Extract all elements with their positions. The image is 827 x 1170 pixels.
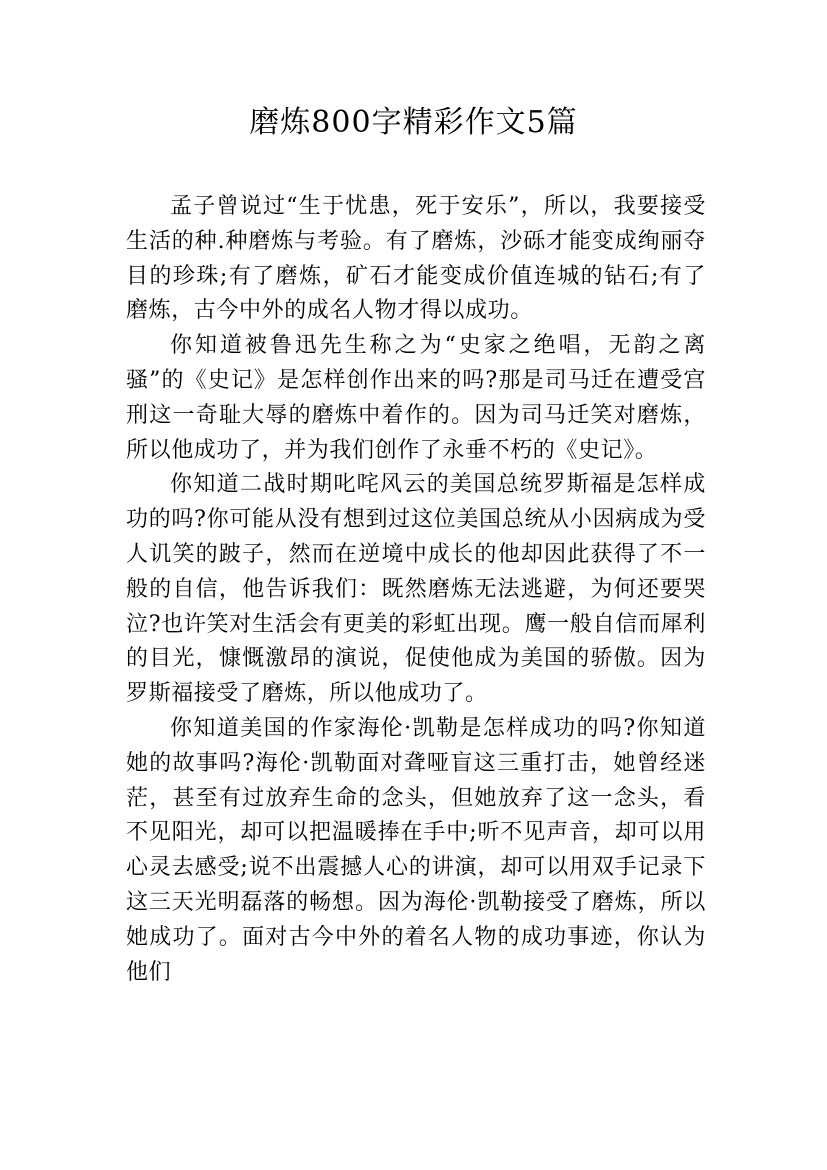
document-title: 磨炼800字精彩作文5篇 — [249, 105, 578, 140]
paragraph-4: 你知道美国的作家海伦·凯勒是怎样成功的吗?你知道她的故事吗?海伦·凯勒面对聋哑盲这三重打击，她曾经迷茫，甚至有过放弃生命的念头，但她放弃了这一念头，看不见阳光，却可以把温暖捧在手中;听不见声音，却可以用心灵去感受;说不出震撼人心的讲演，却可以用双手记录下这三天光明磊落的畅想。因为海伦·凯勒接受了磨炼，所以她成功了。面对古今中外的着名人物的成功事迹，你认为他们 — [126, 715, 706, 985]
document-body — [126, 190, 706, 990]
paragraph-1: 孟子曾说过“生于忧患，死于安乐”，所以，我要接受生活的种.种磨炼与考验。有了磨炼，沙砾才能变成绚丽夺目的珍珠;有了磨炼，矿石才能变成价值连城的钻石;有了磨炼，古今中外的成名人物才得以成功。 — [126, 194, 706, 324]
paragraph-2: 你知道被鲁迅先生称之为“史家之绝唱，无韵之离骚”的《史记》是怎样创作出来的吗?那是司马迁在遭受宫刑这一奇耻大辱的磨炼中着作的。因为司马迁笑对磨炼，所以他成功了，并为我们创作了永垂不朽的《史记》。 — [126, 333, 706, 463]
paragraph-3: 你知道二战时期叱咤风云的美国总统罗斯福是怎样成功的吗?你可能从没有想到过这位美国总统从小因病成为受人讥笑的跛子，然而在逆境中成长的他却因此获得了不一般的自信，他告诉我们：既然磨炼无法逃避，为何还要哭泣?也许笑对生活会有更美的彩虹出现。鹰一般自信而犀利的目光，慷慨激昂的演说，促使他成为美国的骄傲。因为罗斯福接受了磨炼，所以他成功了。 — [126, 472, 706, 707]
